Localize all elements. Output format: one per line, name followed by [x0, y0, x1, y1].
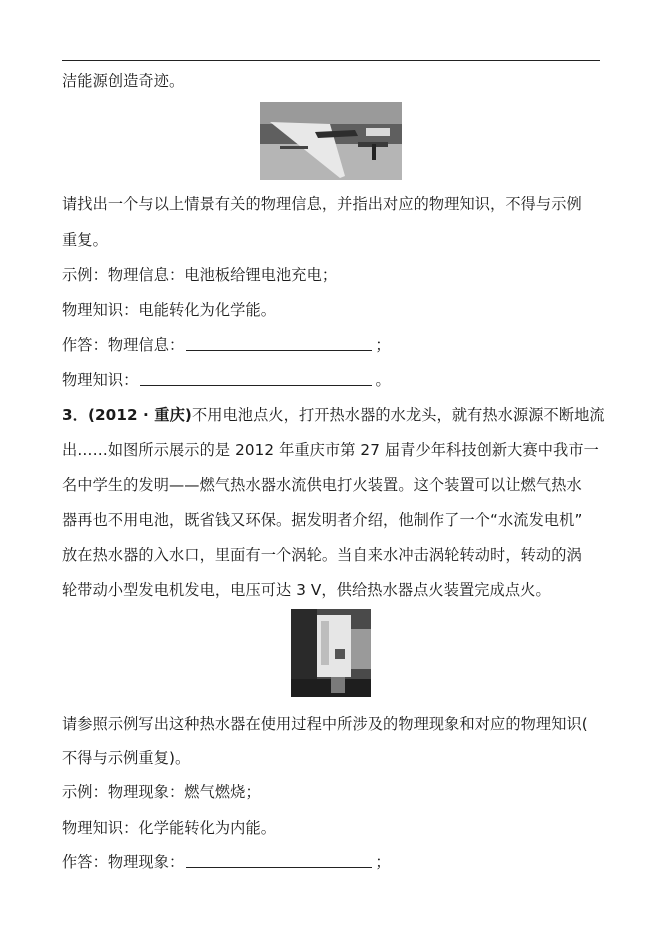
answer-end: ； — [375, 336, 391, 354]
water-heater-icon — [291, 609, 371, 697]
text-line: 洁能源创造奇迹。 — [62, 72, 185, 90]
question-3-line — [62, 405, 607, 425]
answer-label: 作答：物理现象： — [62, 853, 185, 871]
text-line: 出……如图所示展示的是 2012 年重庆市第 27 届青少年科技创新大赛中我市一 — [62, 441, 599, 459]
answer-end: 。 — [375, 371, 391, 389]
solar-aircraft-photo — [260, 102, 402, 180]
text-line: 名中学生的发明——燃气热水器水流供电打火装置。这个装置可以让燃气热水 — [62, 476, 582, 494]
answer-label: 作答：物理信息： — [62, 336, 185, 354]
answer-blank[interactable] — [140, 371, 372, 386]
answer-blank[interactable] — [186, 853, 372, 868]
question-text: 不用电池点火，打开热水器的水龙头，就有热水源源不断地流 — [191, 406, 605, 424]
text-line: 物理知识：化学能转化为内能。 — [62, 819, 277, 837]
answer-line — [62, 335, 607, 355]
answer-blank[interactable] — [186, 336, 372, 351]
text-line: 放在热水器的入水口，里面有一个涡轮。当自来水冲击涡轮转动时，转动的涡 — [62, 546, 582, 564]
answer-line — [62, 852, 607, 872]
answer-line — [62, 370, 607, 390]
text-line: 物理知识：电能转化为化学能。 — [62, 301, 277, 319]
question-number: 3．(2012 · 重庆) — [62, 406, 192, 424]
water-heater-photo — [291, 609, 371, 697]
text-line: 不得与示例重复)。 — [62, 749, 191, 767]
answer-label: 物理知识： — [62, 371, 139, 389]
text-line: 重复。 — [62, 231, 108, 249]
text-line: 请参照示例写出这种热水器在使用过程中所涉及的物理现象和对应的物理知识( — [62, 715, 588, 733]
text-line: 轮带动小型发电机发电，电压可达 3 V，供给热水器点火装置完成点火。 — [62, 581, 551, 599]
aircraft-scene-icon — [260, 102, 402, 180]
text-line: 示例：物理现象：燃气燃烧； — [62, 783, 261, 801]
header-rule — [62, 60, 600, 61]
text-line: 器再也不用电池，既省钱又环保。据发明者介绍，他制作了一个“水流发电机” — [62, 511, 583, 529]
text-line: 请找出一个与以上情景有关的物理信息，并指出对应的物理知识，不得与示例 — [62, 195, 582, 213]
answer-end: ； — [375, 853, 391, 871]
text-line: 示例：物理信息：电池板给锂电池充电； — [62, 266, 338, 284]
